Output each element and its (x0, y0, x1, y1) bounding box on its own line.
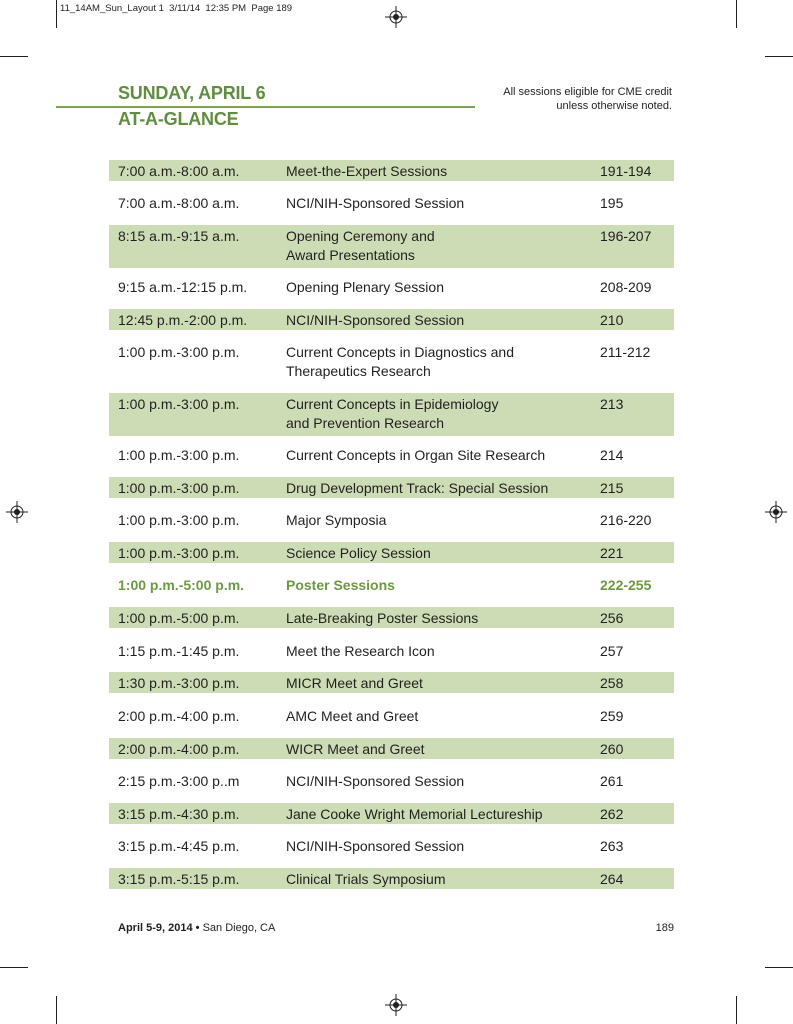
table-row (109, 738, 674, 759)
session-time: 2:00 p.m.-4:00 p.m. (118, 708, 240, 724)
table-row (109, 309, 674, 330)
session-pages: 196-207 (600, 228, 652, 244)
session-title: NCI/NIH-Sponsored Session (286, 312, 465, 328)
table-row (109, 607, 674, 628)
session-pages: 208-209 (600, 279, 652, 295)
session-title: Science Policy Session (286, 545, 431, 561)
session-pages: 258 (600, 675, 624, 691)
session-pages: 263 (600, 838, 624, 854)
session-title: Current Concepts in Epidemiology and Prevention Research (286, 396, 499, 431)
crop-mark (56, 996, 57, 1024)
session-pages: 222-255 (600, 577, 652, 593)
crop-mark (56, 0, 57, 28)
session-title: WICR Meet and Greet (286, 741, 425, 757)
session-pages: 256 (600, 610, 624, 626)
session-title: Opening Plenary Session (286, 279, 444, 295)
session-pages: 211-212 (600, 344, 651, 360)
crop-mark (0, 967, 28, 968)
table-row (109, 341, 674, 383)
session-title: NCI/NIH-Sponsored Session (286, 195, 465, 211)
table-row (109, 868, 674, 889)
session-time: 1:00 p.m.-3:00 p.m. (118, 344, 240, 360)
session-time: 7:00 a.m.-8:00 a.m. (118, 163, 240, 179)
session-time: 12:45 p.m.-2:00 p.m. (118, 312, 248, 328)
table-row (109, 160, 674, 181)
session-time: 1:00 p.m.-5:00 p.m. (118, 577, 245, 593)
registration-mark-icon (765, 501, 787, 523)
session-time: 2:15 p.m.-3:00 p..m (118, 773, 240, 789)
session-time: 1:15 p.m.-1:45 p.m. (118, 643, 240, 659)
table-row (109, 444, 674, 465)
session-pages: 257 (600, 643, 624, 659)
registration-mark-icon (385, 994, 407, 1016)
session-pages: 195 (600, 195, 624, 211)
session-time: 8:15 a.m.-9:15 a.m. (118, 228, 240, 244)
session-time: 3:15 p.m.-4:45 p.m. (118, 838, 240, 854)
session-title: Opening Ceremony and Award Presentations (286, 228, 435, 263)
session-title: Jane Cooke Wright Memorial Lectureship (286, 806, 543, 822)
session-time: 1:00 p.m.-3:00 p.m. (118, 396, 240, 412)
session-title: Drug Development Track: Special Session (286, 480, 549, 496)
session-pages: 262 (600, 806, 624, 822)
session-pages: 261 (600, 773, 624, 789)
table-row (109, 803, 674, 824)
crop-mark (736, 996, 737, 1024)
table-row (109, 640, 674, 661)
session-time: 7:00 a.m.-8:00 a.m. (118, 195, 240, 211)
session-time: 3:15 p.m.-5:15 p.m. (118, 871, 240, 887)
cme-note-line: unless otherwise noted. (556, 100, 672, 112)
session-pages: 264 (600, 871, 624, 887)
session-title: Current Concepts in Organ Site Research (286, 447, 546, 463)
page-subtitle: AT-A-GLANCE (118, 109, 239, 129)
registration-mark-icon (6, 501, 28, 523)
session-title: Meet-the-Expert Sessions (286, 163, 448, 179)
session-time: 2:00 p.m.-4:00 p.m. (118, 741, 240, 757)
session-pages: 214 (600, 447, 624, 463)
registration-mark-icon (385, 6, 407, 28)
session-pages: 213 (600, 396, 624, 412)
session-pages: 191-194 (600, 163, 652, 179)
footer-dates: April 5-9, 2014 (118, 922, 193, 934)
session-time: 3:15 p.m.-4:30 p.m. (118, 806, 240, 822)
session-pages: 215 (600, 480, 624, 496)
crop-mark (0, 56, 28, 57)
crop-mark (765, 56, 793, 57)
footer-bullet: • (195, 922, 200, 934)
session-title: Meet the Research Icon (286, 643, 435, 659)
session-title: Poster Sessions (286, 577, 395, 593)
page-number: 189 (655, 922, 674, 934)
cme-note-line: All sessions eligible for CME credit (503, 86, 672, 98)
session-pages: 210 (600, 312, 624, 328)
session-title: MICR Meet and Greet (286, 675, 423, 691)
table-row (109, 276, 674, 297)
table-row (109, 477, 674, 498)
session-title: AMC Meet and Greet (286, 708, 419, 724)
crop-mark (736, 0, 737, 28)
session-title: Current Concepts in Diagnostics and Therapeutics Research (286, 344, 515, 379)
session-time: 1:00 p.m.-3:00 p.m. (118, 480, 240, 496)
table-row (109, 705, 674, 726)
session-time: 9:15 a.m.-12:15 p.m. (118, 279, 248, 295)
slug-line: 11_14AM_Sun_Layout 1 3/11/14 12:35 PM Page 189 (60, 3, 293, 14)
table-row (109, 192, 674, 213)
session-time: 1:00 p.m.-5:00 p.m. (118, 610, 240, 626)
footer-event-info (118, 922, 275, 934)
session-title: Major Symposia (286, 512, 387, 528)
session-time: 1:00 p.m.-3:00 p.m. (118, 512, 240, 528)
session-title: Clinical Trials Symposium (286, 871, 446, 887)
session-time: 1:00 p.m.-3:00 p.m. (118, 447, 240, 463)
table-row (109, 393, 674, 436)
session-title: NCI/NIH-Sponsored Session (286, 838, 465, 854)
session-pages: 260 (600, 741, 624, 757)
session-pages: 221 (600, 545, 624, 561)
table-row (109, 835, 674, 856)
session-title: NCI/NIH-Sponsored Session (286, 773, 465, 789)
session-title: Late-Breaking Poster Sessions (286, 610, 479, 626)
session-pages: 259 (600, 708, 624, 724)
table-row (109, 770, 674, 791)
table-row-highlighted (109, 574, 674, 595)
cme-note (412, 85, 672, 113)
table-row (109, 542, 674, 563)
table-row (109, 672, 674, 693)
session-time: 1:00 p.m.-3:00 p.m. (118, 545, 240, 561)
footer-location: San Diego, CA (202, 922, 276, 934)
table-row (109, 225, 674, 268)
page-title: SUNDAY, APRIL 6 (118, 83, 266, 103)
table-row (109, 509, 674, 530)
session-pages: 216-220 (600, 512, 652, 528)
session-time: 1:30 p.m.-3:00 p.m. (118, 675, 240, 691)
crop-mark (765, 967, 793, 968)
